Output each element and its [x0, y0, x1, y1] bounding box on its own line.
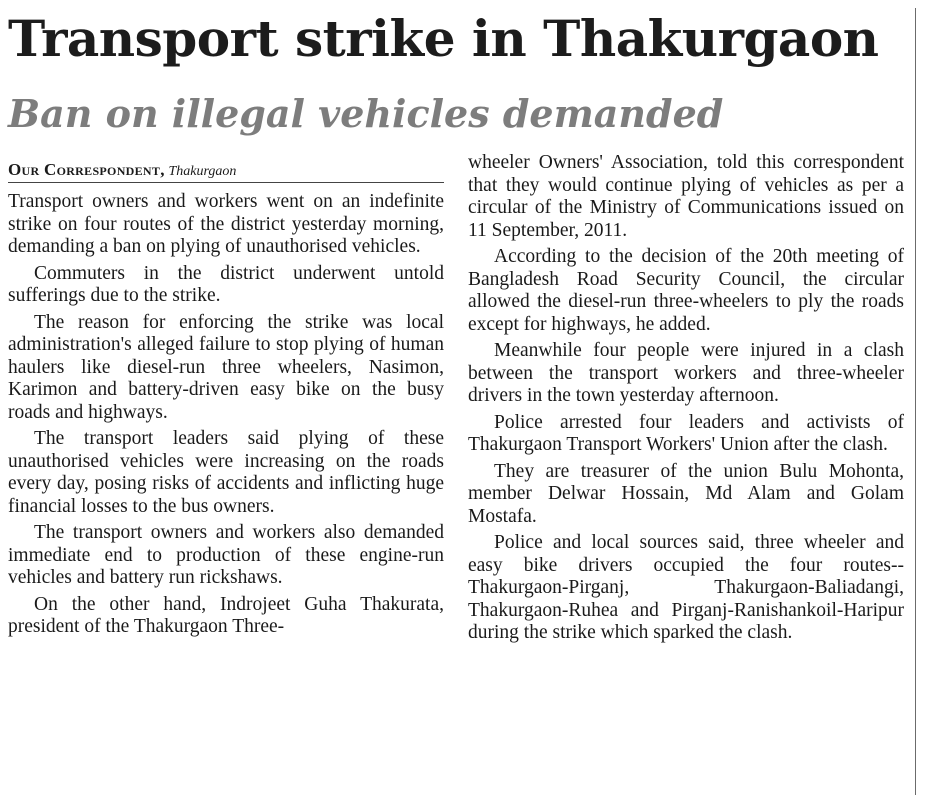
article-column-left [8, 150, 444, 643]
paragraph: Transport owners and workers went on an indefinite strike on four routes of the district yesterday morning, demanding a ban on plying of unauthorised vehicles. [8, 191, 444, 257]
paragraph: According to the decision of the 20th meeting of Bangladesh Road Security Council, the circular allowed the diesel-run three-wheelers to ply the roads except for highways, he added. [468, 246, 904, 335]
article-column-right [468, 152, 904, 649]
byline-location: Thakurgaon [168, 164, 237, 179]
column-rule [915, 8, 916, 795]
paragraph: wheeler Owners' Association, told this correspondent that they would continue plying of vehicles as per a circular of the Ministry of Communications issued on 11 September, 2011. [468, 152, 904, 241]
paragraph: On the other hand, Indrojeet Guha Thakurata, president of the Thakurgaon Three- [8, 593, 444, 637]
paragraph: They are treasurer of the union Bulu Mohonta, member Delwar Hossain, Md Alam and Golam Mostafa. [468, 460, 904, 527]
paragraph: Commuters in the district underwent untold sufferings due to the strike. [8, 262, 444, 306]
byline [8, 150, 444, 183]
paragraph: The transport owners and workers also demanded immediate end to production of these engine-run vehicles and battery run rickshaws. [8, 522, 444, 588]
subheadline: Ban on illegal vehicles demanded [8, 91, 724, 136]
paragraph: Meanwhile four people were injured in a clash between the transport workers and three-wheeler drivers in the town yesterday afternoon. [468, 340, 904, 406]
paragraph: Police and local sources said, three wheeler and easy bike drivers occupied the four routes-- Thakurgaon-Pirganj, Thakurgaon-Baliadangi, Thakurgaon-Ruhea and Pirganj-Ranishankoil-Haripur during the strike which sparked the clash. [468, 532, 904, 643]
paragraph: Police arrested four leaders and activists of Thakurgaon Transport Workers' Union after the clash. [468, 411, 904, 455]
paragraph: The reason for enforcing the strike was local administration's alleged failure to stop plying of human haulers like diesel-run three wheelers, Nasimon, Karimon and battery-driven easy bike on the busy roads and highways. [8, 311, 444, 423]
byline-author: Our Correspondent, [8, 160, 165, 179]
paragraph: The transport leaders said plying of these unauthorised vehicles were increasing on the roads every day, posing risks of accidents and inflicting huge financial losses to the bus owners. [8, 428, 444, 517]
headline: Transport strike in Thakurgaon [8, 9, 879, 68]
